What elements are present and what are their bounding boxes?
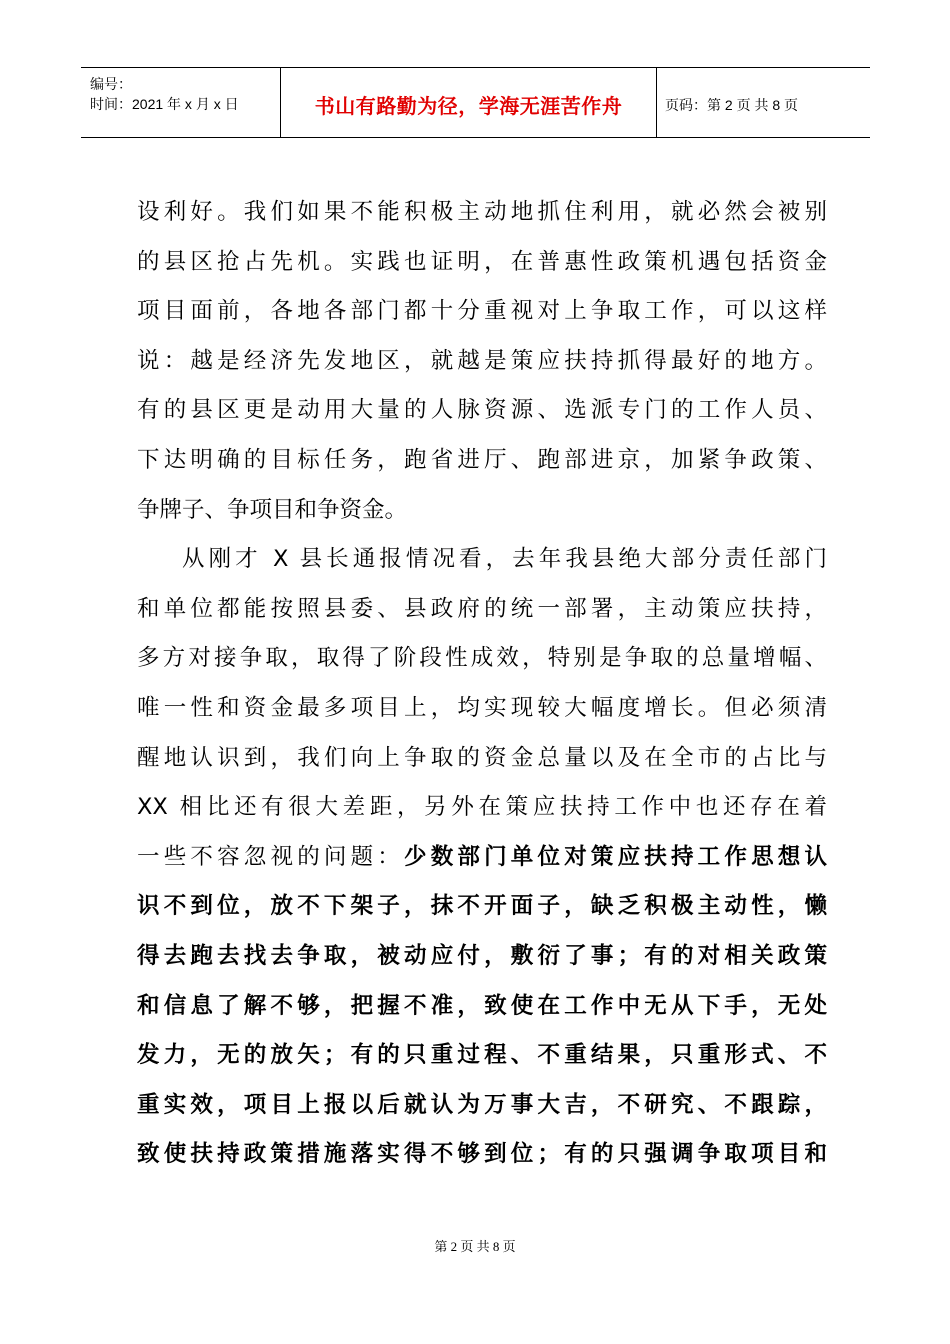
body-line: 的县区抢占先机。实践也证明，在普惠性政策机遇包括资金 [137, 248, 827, 275]
body-line: 项目面前，各地各部门都十分重视对上争取工作，可以这样 [137, 298, 827, 325]
body-line: 说：越是经济先发地区，就越是策应扶持抓得最好的地方。 [137, 347, 827, 374]
body-line: 和单位都能按照县委、县政府的统一部署，主动策应扶持， [137, 595, 827, 622]
page-header [81, 67, 870, 138]
body-line-bold: 重实效，项目上报以后就认为万事大吉，不研究、不跟踪， [137, 1091, 827, 1118]
body-line-bold: 识不到位，放不下架子，抹不开面子，缺乏积极主动性，懒 [137, 893, 827, 920]
document-date-label: 时间：2021 年 x 月 x 日 [90, 96, 239, 112]
body-line: 醒地认识到，我们向上争取的资金总量以及在全市的占比与 [137, 744, 827, 771]
body-line: 唯一性和资金最多项目上，均实现较大幅度增长。但必须清 [137, 694, 827, 721]
body-line: 多方对接争取，取得了阶段性成效，特别是争取的总量增幅、 [137, 645, 827, 672]
body-line: 从刚才 X 县长通报情况看，去年我县绝大部分责任部门 [182, 546, 827, 573]
body-line: 争牌子、争项目和争资金。 [137, 496, 408, 523]
document-body [137, 188, 827, 1180]
header-meta-cell [81, 68, 281, 137]
header-page-counter: 页码：第 2 页 共 8 页 [665, 96, 799, 113]
header-motto: 书山有路勤为径，学海无涯苦作舟 [281, 68, 657, 137]
body-line: XX 相比还有很大差距，另外在策应扶持工作中也还存在着 [137, 794, 827, 821]
body-line: 有的县区更是动用大量的人脉资源、选派专门的工作人员、 [137, 397, 827, 424]
body-line-normal-part: 一些不容忽视的问题： [137, 843, 404, 870]
body-line-bold: 得去跑去找去争取，被动应付，敷衍了事；有的对相关政策 [137, 942, 827, 969]
body-line-bold-part: 少数部门单位对策应扶持工作思想认 [404, 843, 827, 870]
page-footer: 第 2 页 共 8 页 [434, 1239, 516, 1254]
body-line-bold: 和信息了解不够，把握不准，致使在工作中无从下手，无处 [137, 992, 827, 1019]
body-line: 下达明确的目标任务，跑省进厅、跑部进京，加紧争政策、 [137, 446, 827, 473]
body-line-mixed [137, 833, 827, 883]
document-number-label: 编号： [90, 76, 132, 92]
body-line-bold: 发力，无的放矢；有的只重过程、不重结果，只重形式、不 [137, 1042, 827, 1069]
body-line: 设利好。我们如果不能积极主动地抓住利用，就必然会被别 [137, 199, 827, 225]
body-line-bold: 致使扶持政策措施落实得不够到位；有的只强调争取项目和 [137, 1141, 827, 1168]
